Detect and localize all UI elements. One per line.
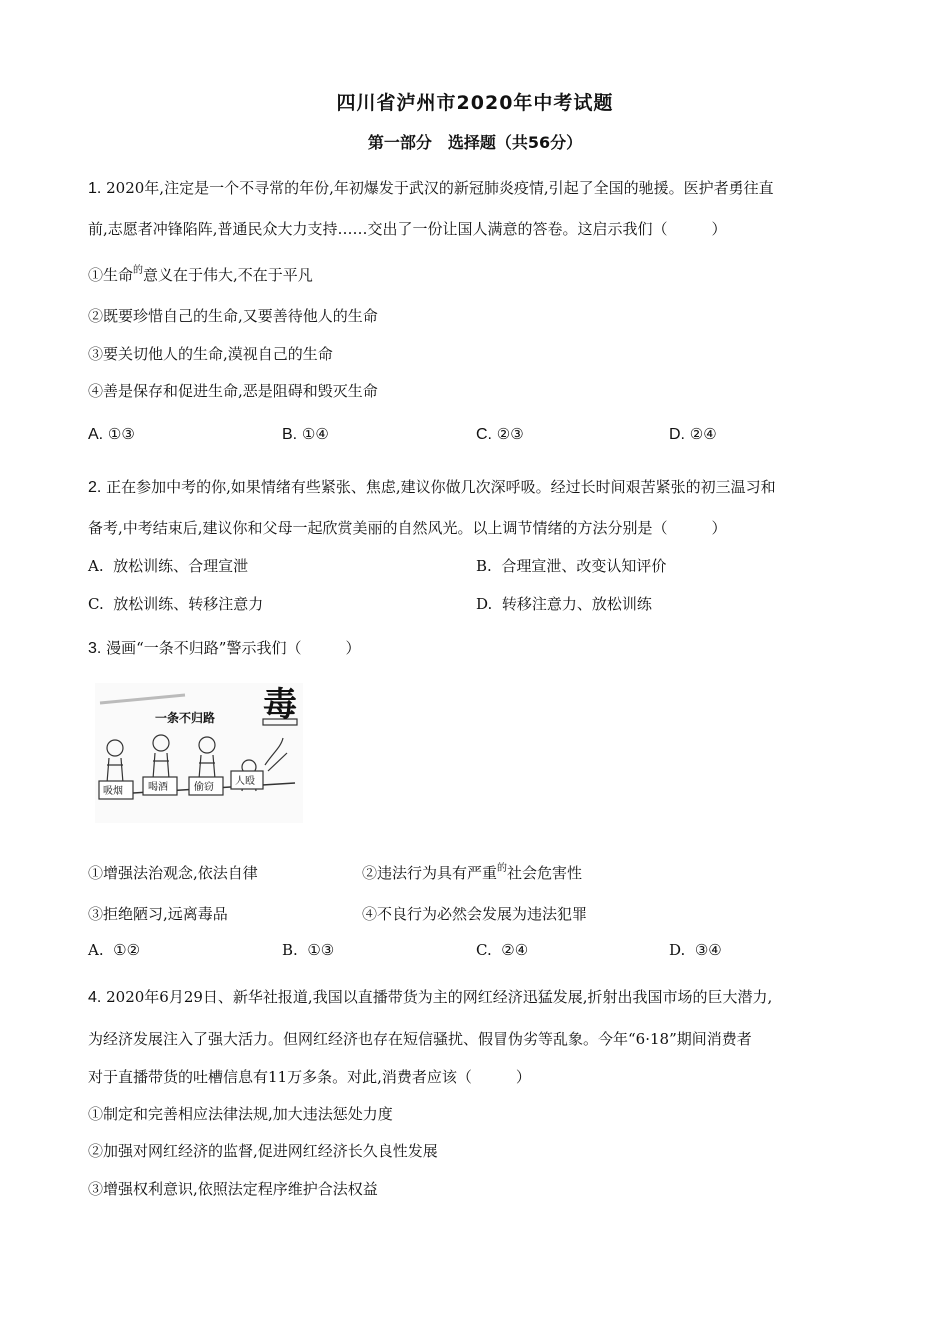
page-title: 四川省泸州市2020年中考试题 [336,92,614,114]
q2-option-a-letter: A. [88,557,104,575]
q1-option-a-value: ①③ [107,425,135,443]
q2-number: 2. [88,479,102,496]
comic-sign-3: 偷窃 [194,782,214,793]
section-title: 第一部分 选择题（共56分） [367,133,583,152]
q1-option-d [669,425,717,444]
q1-option-b-letter: B. [282,426,298,443]
q3-item-2-sup: 的 [497,863,508,874]
q2-option-c-letter: C. [88,595,104,613]
q1-stem-text2: 前,志愿者冲锋陷阵,普通民众大力支持……交出了一份让国人满意的答卷。这启示我们（ [88,220,668,238]
q1-number: 1. [88,180,102,197]
q1-item-1-sup: 的 [133,265,144,276]
q1-option-a-letter: A. [88,426,104,443]
q2-option-c-value: 放松训练、转移注意力 [113,595,264,613]
q1-item-1 [88,264,313,285]
q3-item-3: ③拒绝陋习,远离毒品 [88,905,228,923]
q4-stem-text1: 2020年6月29日、新华社报道,我国以直播带货为主的网红经济迅猛发展,折射出我国市场的巨大潜力, [106,988,773,1006]
q4-stem-close: ） [515,1068,531,1086]
q3-option-d-value: ③④ [694,941,722,959]
q4-stem-line2: 为经济发展注入了强大活力。但网红经济也存在短信骚扰、假冒伪劣等乱象。今年“6·18”期间消费者 [88,1030,752,1048]
comic-sign-1: 吸烟 [103,786,123,797]
q1-option-b [282,425,329,444]
q3-stem [88,637,360,658]
q3-item-2-post: 社会危害性 [507,864,583,882]
q2-stem-line1 [88,476,776,497]
q3-option-b-letter: B. [282,941,298,959]
q2-option-d-letter: D. [476,595,493,613]
q1-item-3: ③要关切他人的生命,漠视自己的生命 [88,345,333,363]
q3-option-b [282,941,334,959]
q3-item-2 [362,862,582,883]
q2-option-b [476,555,666,576]
q1-stem-text1: 2020年,注定是一个不寻常的年份,年初爆发于武汉的新冠肺炎疫情,引起了全国的驰援。医护者勇往直 [106,179,774,197]
q1-stem-close: ） [711,220,727,238]
q1-stem-line1 [88,177,774,198]
comic-poison-char: 毒 [263,685,297,725]
q1-option-d-value: ②④ [689,425,717,443]
q3-item-1: ①增强法治观念,依法自律 [88,864,258,882]
comic-caption: 一条不归路 [155,711,216,725]
q4-item-2: ②加强对网红经济的监督,促进网红经济长久良性发展 [88,1142,438,1160]
q4-item-1: ①制定和完善相应法律法规,加大违法惩处力度 [88,1105,393,1123]
q2-option-b-value: 合理宣泄、改变认知评价 [501,557,667,575]
q1-item-1-post: 意义在于伟大,不在于平凡 [143,266,313,284]
q3-option-a [88,941,140,959]
q2-option-a [88,555,248,576]
q2-option-d-value: 转移注意力、放松训练 [501,595,652,613]
q3-option-c-value: ②④ [501,941,529,959]
q3-option-d [669,941,722,959]
q1-item-4: ④善是保存和促进生命,恶是阻碍和毁灭生命 [88,382,378,400]
q1-item-1-pre: ①生命 [88,266,134,284]
q3-number: 3. [88,640,102,657]
q3-item-4: ④不良行为必然会发展为违法犯罪 [362,905,588,923]
q1-item-2: ②既要珍惜自己的生命,又要善待他人的生命 [88,307,378,325]
q3-option-c [476,941,528,959]
q1-option-c-letter: C. [476,426,492,443]
q3-item-2-pre: ②违法行为具有严重 [362,864,498,882]
q2-option-c [88,593,263,614]
q1-option-c [476,425,524,444]
q3-option-a-letter: A. [88,941,104,959]
q2-option-a-value: 放松训练、合理宣泄 [113,557,249,575]
q4-stem-line1 [88,986,772,1007]
q3-stem-text: 漫画“一条不归路”警示我们（ [106,639,302,657]
q2-option-d [476,593,652,614]
q2-option-b-letter: B. [476,557,492,575]
q1-option-c-value: ②③ [496,425,524,443]
q3-stem-close: ） [345,639,361,657]
q3-option-c-letter: C. [476,941,492,959]
comic-sign-4: 人殴 [235,776,255,787]
q2-stem-text1: 正在参加中考的你,如果情绪有些紧张、焦虑,建议你做几次深呼吸。经过长时间艰苦紧张的初三温习和 [106,478,776,496]
comic-illustration [95,683,303,823]
q1-option-b-value: ①④ [301,425,329,443]
q4-number: 4. [88,989,102,1006]
q1-stem-line2 [88,218,727,239]
q4-stem-text3: 对于直播带货的吐槽信息有11万多条。对此,消费者应该（ [88,1068,472,1086]
q3-option-b-value: ①③ [307,941,335,959]
comic-sign-2: 喝酒 [148,782,168,793]
q3-option-a-value: ①② [113,941,141,959]
q2-stem-line2 [88,517,727,538]
q4-item-3: ③增强权利意识,依照法定程序维护合法权益 [88,1180,378,1198]
q1-option-d-letter: D. [669,426,685,443]
q2-stem-text2: 备考,中考结束后,建议你和父母一起欣赏美丽的自然风光。以上调节情绪的方法分别是（ [88,519,668,537]
q3-option-d-letter: D. [669,941,686,959]
q1-option-a [88,425,135,444]
q2-stem-close: ） [711,519,727,537]
q4-stem-line3 [88,1066,531,1087]
